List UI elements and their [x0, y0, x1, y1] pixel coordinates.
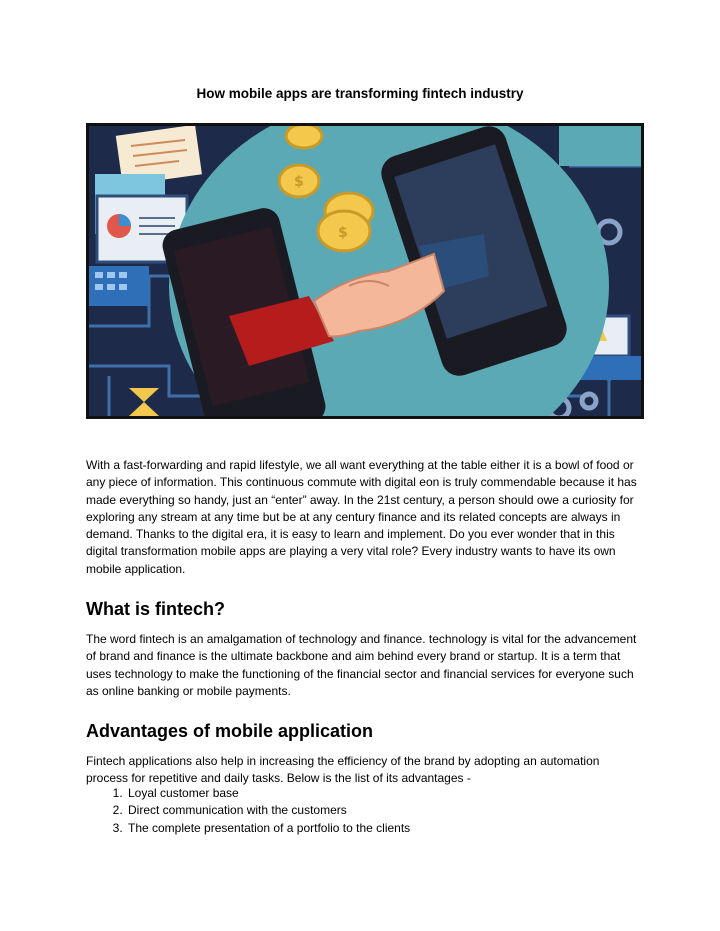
- list-item: 2. Direct communication with the customers: [126, 802, 642, 819]
- svg-text:$: $: [338, 225, 348, 241]
- handshake-phones-illustration-icon: [89, 126, 641, 416]
- advantages-paragraph: Fintech applications also help in increasing the efficiency of the brand by adopting an automation process for repetitive and daily tasks. Below is the list of its advantages -: [86, 754, 600, 786]
- intro-paragraph: With a fast-forwarding and rapid lifestyle, we all want everything at the table either it is a bowl of food or any piece of information. This continuous commute with digital eon is truly commendable because it has made everything so handy, just an “enter” away. In the 21st century, a person should owe a curiosity for exploring any stream at any time but be at any century finance and its related concepts are always in demand. Thanks to the digital era, it is easy to learn and implement. Do you ever wonder that in this digital transformation mobile apps are playing a very vital role? Every industry wants to have its own mobile application.: [86, 458, 637, 576]
- svg-text:$: $: [294, 174, 304, 190]
- fintech-paragraph: The word fintech is an amalgamation of technology and finance. technology is vital for the advancement of brand and finance is the ultimate backbone and aim behind every brand or startup. It is a term that uses technology to make the functioning of the financial sector and financial services for everyone such as online banking or mobile payments.: [86, 632, 637, 698]
- advantages-list: [86, 785, 642, 837]
- hero-illustration: [86, 123, 644, 419]
- section-heading-fintech: What is fintech?: [86, 599, 225, 619]
- list-item: 1. Loyal customer base: [126, 785, 642, 802]
- section-heading-advantages: Advantages of mobile application: [86, 721, 374, 741]
- list-item: 3. The complete presentation of a portfolio to the clients: [126, 820, 642, 837]
- document-title: How mobile apps are transforming fintech industry: [196, 86, 524, 101]
